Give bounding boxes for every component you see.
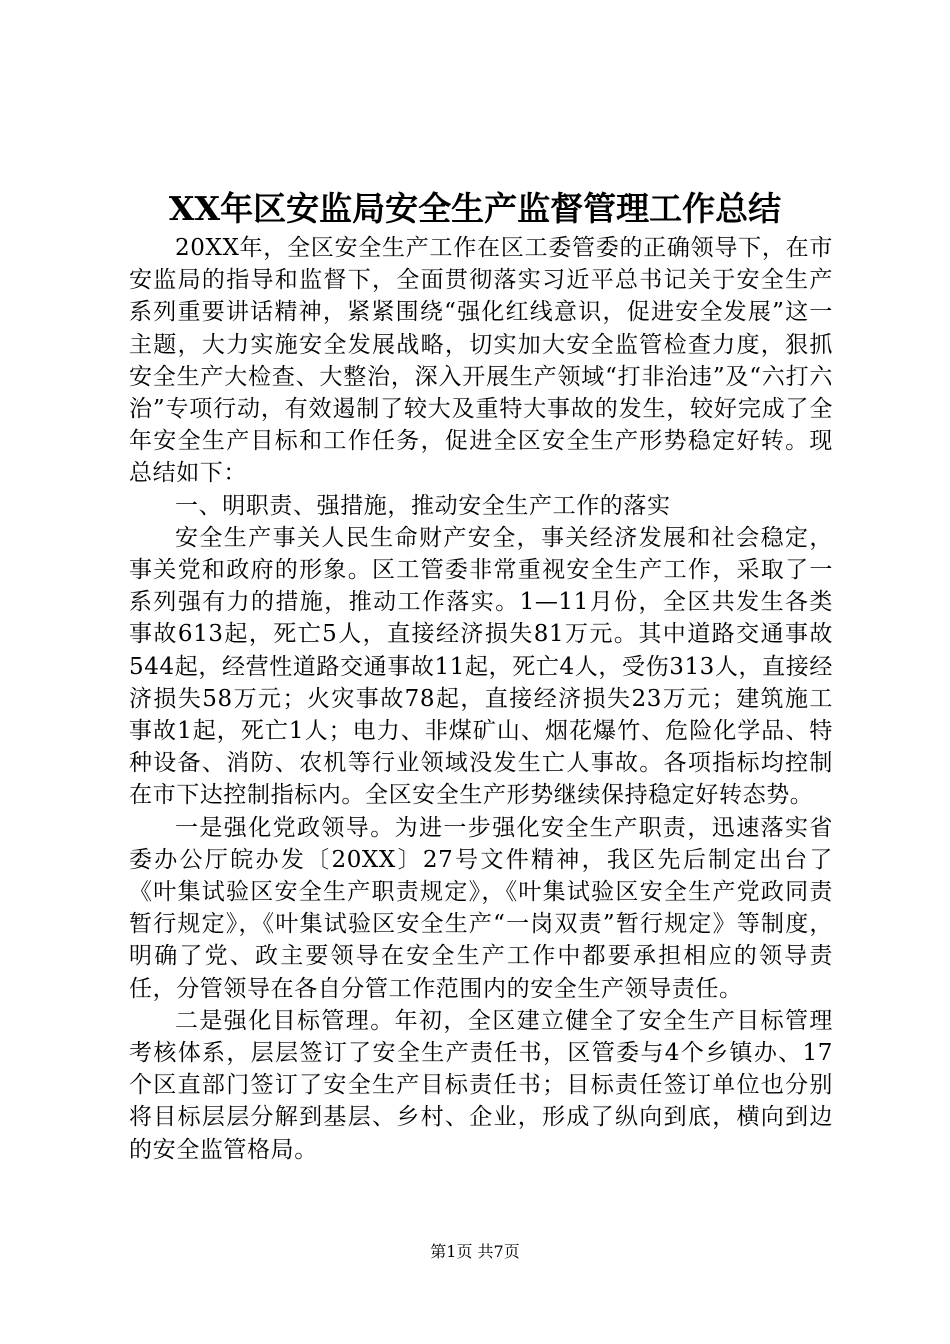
document-title: XX年区安监局安全生产监督管理工作总结 <box>168 189 782 228</box>
statistics-paragraph: 安全生产事关人民生命财产安全，事关经济发展和社会稳定，事关党和政府的形象。区工管委非常重视安全生产工作，采取了一系列强有力的措施，推动工作落实。1—11月份，全区共发生各类事故613起，死亡5人，直接经济损失81万元。其中道路交通事故544起，经营性道路交通事故11起，死亡4人，受伤313人，直接经济损失58万元；火灾事故78起，直接经济损失23万元；建筑施工事故1起，死亡1人；电力、非煤矿山、烟花爆竹、危险化学品、特种设备、消防、农机等行业领域没发生亡人事故。各项指标均控制在市下达控制指标内。全区安全生产形势继续保持稳定好转态势。 <box>129 524 833 809</box>
target-management-paragraph: 二是强化目标管理。年初，全区建立健全了安全生产目标管理考核体系，层层签订了安全生产责任书，区管委与4个乡镇办、17个区直部门签订了安全生产目标责任书；目标责任签订单位也分别将目标层层分解到基层、乡村、企业，形成了纵向到底，横向到边的安全监管格局。 <box>129 1007 833 1163</box>
page-number-footer: 第1页 共7页 <box>430 1242 520 1261</box>
party-leadership-paragraph: 一是强化党政领导。为进一步强化安全生产职责，迅速落实省委办公厅皖办发〔20XX〕27号文件精神，我区先后制定出台了《叶集试验区安全生产职责规定》，《叶集试验区安全生产党政同责暂行规定》，《叶集试验区安全生产“一岗双责”暂行规定》等制度，明确了党、政主要领导在安全生产工作中都要承担相应的领导责任，分管领导在各自分管工作范围内的安全生产领导责任。 <box>129 814 833 1002</box>
section-heading: 一、明职责、强措施，推动安全生产工作的落实 <box>175 492 671 519</box>
document-body <box>129 232 833 1166</box>
intro-paragraph: 20XX年，全区安全生产工作在区工委管委的正确领导下，在市安监局的指导和监督下，全面贯彻落实习近平总书记关于安全生产系列重要讲话精神，紧紧围绕“强化红线意识，促进安全发展”这一主题，大力实施安全发展战略，切实加大安全监管检查力度，狠抓安全生产大检查、大整治，深入开展生产领域“打非治违”及“六打六治”专项行动，有效遏制了较大及重特大事故的发生，较好完成了全年安全生产目标和工作任务，促进全区安全生产形势稳定好转。现总结如下： <box>129 235 833 487</box>
